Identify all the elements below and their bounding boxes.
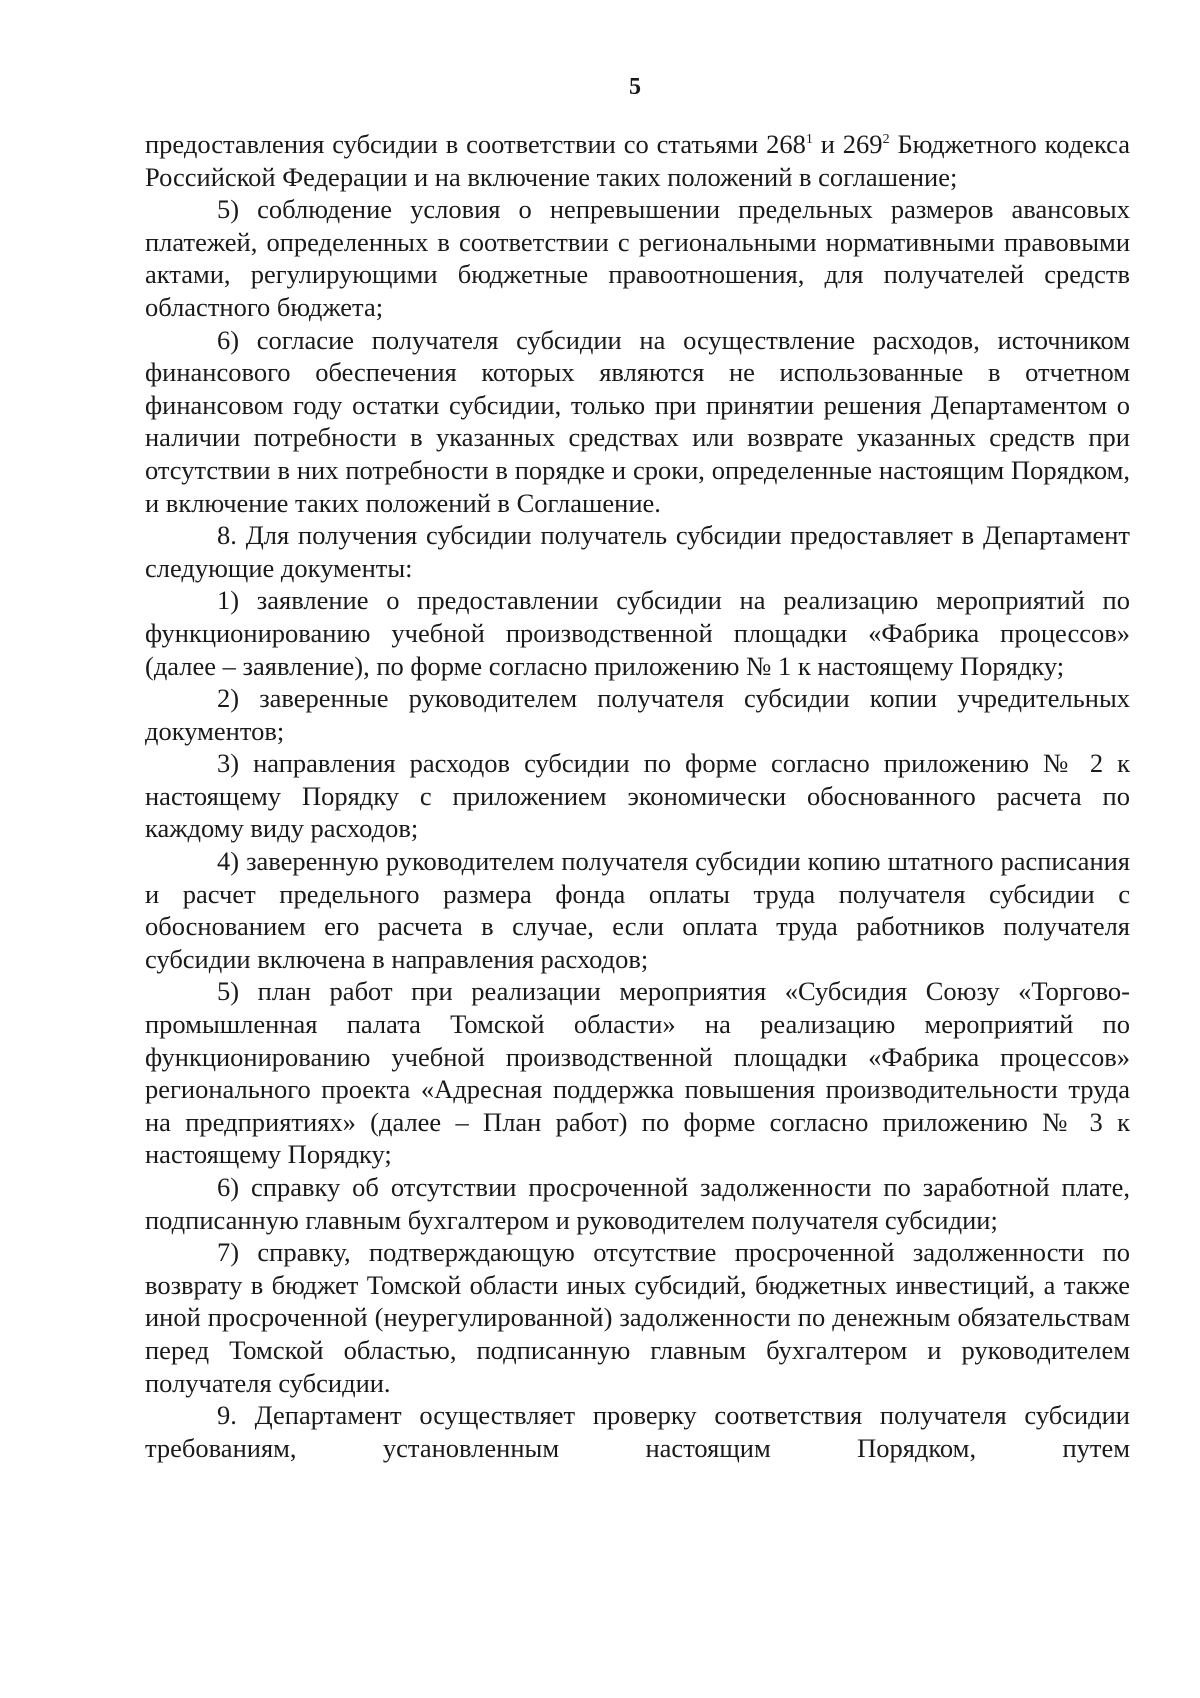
paragraph-doc-1: 1) заявление о предоставлении субсидии на реализацию мероприятий по функционированию учебной производственной площадки «Фабрика процессов» (далее – заявление), по форме согласно приложению № 1 к настоящему Порядку; — [145, 585, 1130, 681]
paragraph-item-6: 6) согласие получателя субсидии на осуществление расходов, источником финансового обеспечения которых являются не использованные в отчетном финансовом году остатки субсидии, только при принятии решения Департаментом о наличии потребности в указанных средствах или возврате указанных средств при отсутствии в них потребности в порядке и сроки, определенные настоящим Порядком, и включение таких положений в Соглашение. — [145, 324, 1130, 518]
paragraph-section-9: 9. Департамент осуществляет проверку соответствия получателя субсидии требованиям, установленным настоящим Порядком, путем — [145, 1400, 1130, 1463]
superscript-1: 1 — [805, 132, 813, 148]
paragraph-section-8: 8. Для получения субсидии получатель субсидии предоставляет в Департамент следующие документы: — [145, 520, 1130, 583]
paragraph-text: предоставления субсидии в соответствии со статьями 268 — [145, 129, 806, 159]
paragraph-text: Бюджетного кодекса Российской Федерации и на включение таких положений в соглашение; — [145, 129, 1131, 192]
page-number: 5 — [629, 74, 641, 100]
document-body — [145, 128, 1130, 1464]
superscript-2: 2 — [882, 132, 890, 148]
paragraph-doc-7: 7) справку, подтверждающую отсутствие просроченной задолженности по возврату в бюджет Томской области иных субсидий, бюджетных инвестиций, а также иной просроченной (неурегулированной) задолженности по денежным обязательствам перед Томской областью, подписанную главным бухгалтером и руководителем получателя субсидии. — [145, 1237, 1130, 1398]
paragraph-text: и 269 — [812, 129, 883, 159]
paragraph-doc-6: 6) справку об отсутствии просроченной задолженности по заработной плате, подписанную главным бухгалтером и руководителем получателя субсидии; — [145, 1172, 1130, 1235]
paragraph-continuation — [145, 128, 1130, 193]
paragraph-doc-5: 5) план работ при реализации мероприятия «Субсидия Союзу «Торгово-промышленная палата Томской области» на реализацию мероприятий по функционированию учебной производственной площадки «Фабрика процессов» регионального проекта «Адресная поддержка повышения производительности труда на предприятиях» (далее – План работ) по форме согласно приложению № 3 к настоящему Порядку; — [145, 976, 1130, 1170]
paragraph-doc-2: 2) заверенные руководителем получателя субсидии копии учредительных документов; — [145, 683, 1130, 746]
paragraph-doc-4: 4) заверенную руководителем получателя субсидии копию штатного расписания и расчет предельного размера фонда оплаты труда получателя субсидии с обоснованием его расчета в случае, если оплата труда работников получателя субсидии включена в направления расходов; — [145, 846, 1130, 974]
paragraph-item-5: 5) соблюдение условия о непревышении предельных размеров авансовых платежей, определенных в соответствии с региональными нормативными правовыми актами, регулирующими бюджетные правоотношения, для получателей средств областного бюджета; — [145, 194, 1130, 322]
paragraph-doc-3: 3) направления расходов субсидии по форме согласно приложению № 2 к настоящему Порядку с приложением экономически обоснованного расчета по каждому виду расходов; — [145, 748, 1130, 844]
